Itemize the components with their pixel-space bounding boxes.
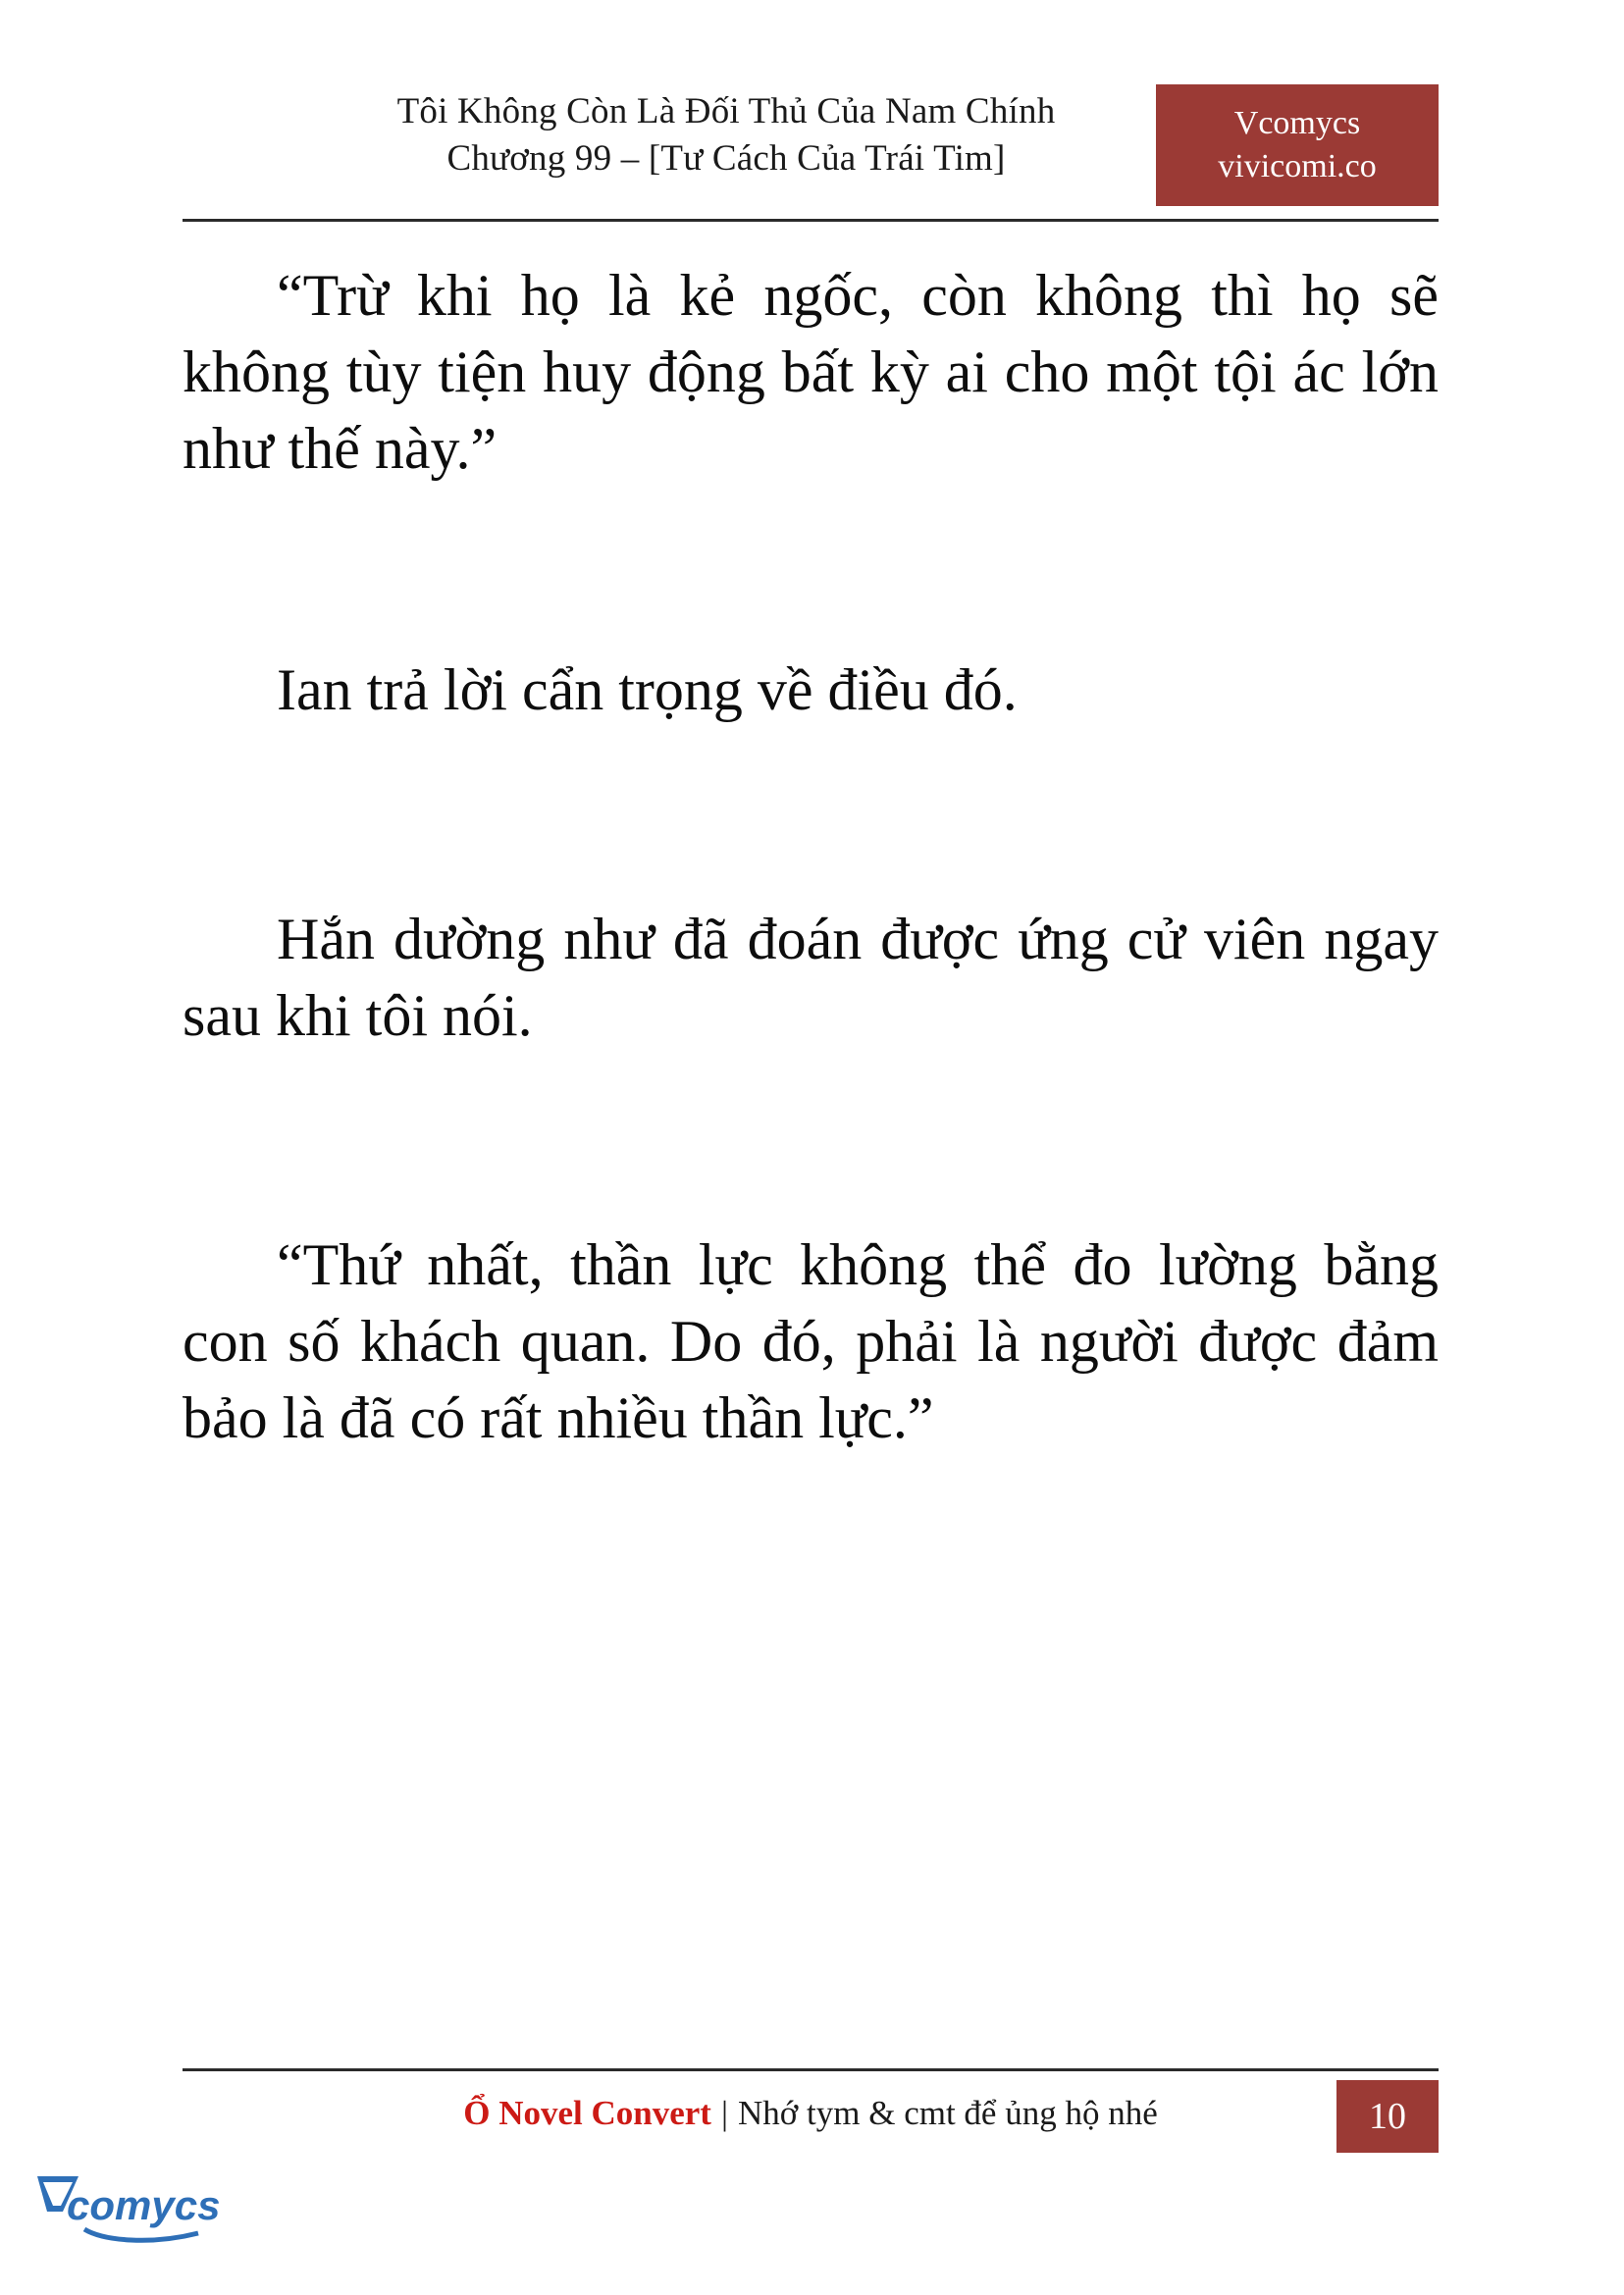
header-title: [183, 88, 1270, 183]
site-badge-url: vivicomi.co: [1218, 148, 1377, 184]
footer-note: Nhớ tym & cmt để ủng hộ nhé: [737, 2094, 1158, 2132]
paragraph-spacer: [183, 487, 1439, 652]
header-title-line1: Tôi Không Còn Là Đối Thủ Của Nam Chính: [396, 91, 1056, 131]
page-header: [183, 84, 1439, 222]
footer-separator: |: [720, 2094, 728, 2132]
page-content: [183, 257, 1439, 1456]
vcomycs-watermark-logo: [33, 2168, 259, 2276]
header-divider: [183, 219, 1439, 222]
paragraph-spacer: [183, 728, 1439, 901]
site-badge: [1156, 84, 1439, 206]
header-title-line2: Chương 99 – [Tư Cách Của Trái Tim]: [446, 138, 1006, 180]
paragraph: “Trừ khi họ là kẻ ngốc, còn không thì họ sẽ không tùy tiện huy động bất kỳ ai cho một tội ác lớn như thế này.”: [183, 263, 1439, 481]
paragraph: Hắn dường như đã đoán được ứng cử viên ngay sau khi tôi nói.: [183, 907, 1439, 1048]
paragraph: “Thứ nhất, thần lực không thể đo lường bằng con số khách quan. Do đó, phải là người được đảm bảo là đã có rất nhiều thần lực.”: [183, 1232, 1439, 1450]
paragraph: Ian trả lời cẩn trọng về điều đó.: [277, 657, 1018, 722]
footer-brand: Ổ Novel Convert: [463, 2094, 711, 2132]
site-badge-name: Vcomycs: [1233, 105, 1361, 142]
svg-text:comycs: comycs: [67, 2182, 221, 2228]
footer-credit: [183, 2071, 1439, 2156]
paragraph-spacer: [183, 1054, 1439, 1226]
page-number-badge: 10: [1336, 2080, 1439, 2153]
page-footer: [183, 2068, 1439, 2159]
